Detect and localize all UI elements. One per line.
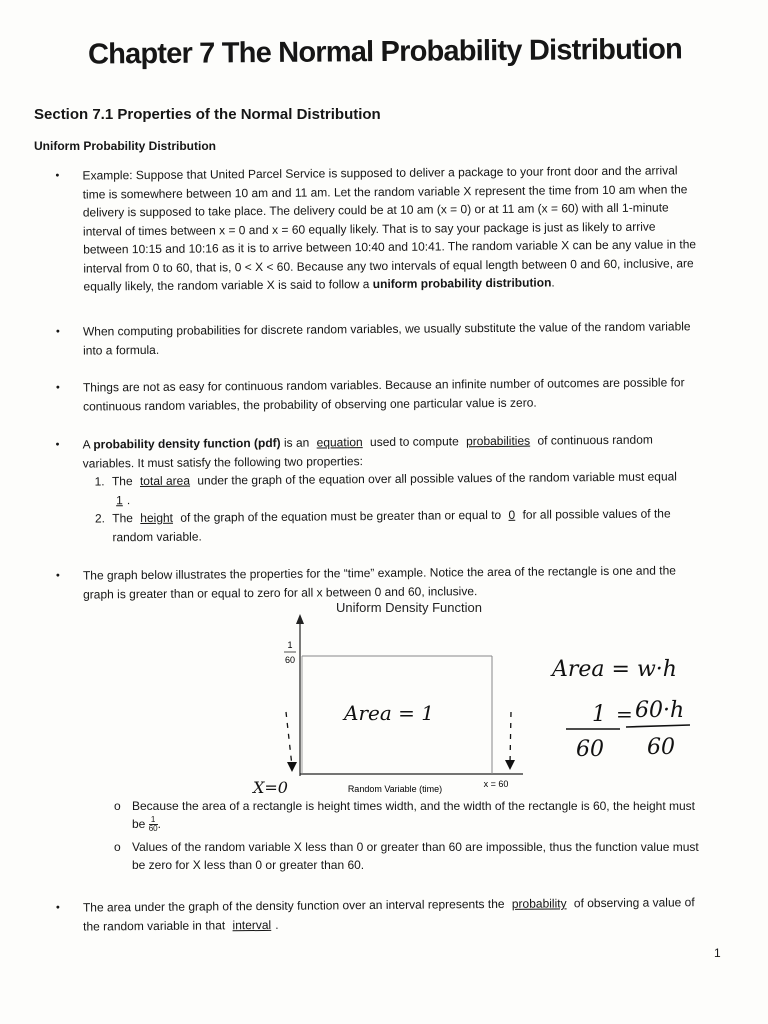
pdf-property-2	[108, 504, 696, 546]
handwritten-equals: =	[616, 702, 633, 726]
impossible-values-text: Values of the random variable X less than 0 or greater than 60 are impossible, thus the function value must be zero for X less than 0 or greater than 60.	[132, 840, 699, 873]
pdf-text-3: used to compute	[366, 434, 463, 450]
chart-title: Uniform Density Function	[336, 600, 482, 615]
prop1-text-b: under the graph of the equation over all possible values of the random variable must equal	[193, 469, 678, 488]
handwritten-area-formula: Area = w·h	[552, 657, 677, 682]
prop1-blank-one: 1	[116, 492, 123, 507]
example-text: Example: Suppose that United Parcel Service is supposed to deliver a package to your front door and the arrival time is somewhere between 10 am and 11 am. Let the random variable X represent the time from 10 am when the delivery is supposed to take place. The delivery could be at 10 am (x = 0) or at 11 am (x = 60) with all 1-minute interval of times between x = 0 and x = 60 equally likely. That is to say your package is just as likely to arrive between 10:15 and 10:16 as it is to arrive between 10:40 and 10:41. The random variable X can be any value in the interval from 0 to 60, that is, 0 < X < 60. Because any two intervals of equal length between 0 and 60, inclusive, are equally likely, the random variable X is said to follow a	[82, 163, 697, 294]
prop1-text-a: The	[111, 474, 137, 489]
sub-bullet-impossible-values	[108, 838, 708, 874]
pdf-properties-list	[83, 467, 697, 546]
handwritten-fraction-bar-right	[626, 725, 690, 727]
continuous-text: Things are not as easy for continuous random variables. Because an infinite number of outcomes are possible for continuous random variables, the probability of observing one particular value is zero.	[82, 375, 685, 414]
area-text-c: .	[275, 917, 279, 932]
sub-bullet-marker: o	[114, 840, 121, 855]
dashed-arrow-right-head	[505, 760, 515, 770]
bullet-dot: •	[55, 381, 60, 394]
pdf-blank-equation: equation	[316, 435, 363, 450]
pdf-text-1: A	[82, 437, 94, 452]
pdf-text-4: of continuous random variables. It must satisfy the following two properties:	[82, 432, 653, 471]
handwritten-x-zero: X=0	[253, 778, 288, 796]
page-number: 1	[714, 946, 721, 960]
sub-bullet-list	[108, 797, 708, 879]
pdf-bold-term: probability density function (pdf)	[93, 435, 281, 452]
prop2-blank-height: height	[140, 510, 174, 526]
bullet-pdf	[56, 430, 697, 547]
discrete-text: When computing probabilities for discrete random variables, we usually substitute the value of the random variable into a formula.	[82, 319, 691, 358]
dashed-arrow-left-head	[287, 762, 297, 772]
sub-bullet-height	[108, 797, 708, 833]
height-fraction	[149, 816, 158, 833]
area-text-a: The area under the graph of the density function over an interval represents the	[82, 896, 508, 915]
prop2-text-c: for all possible values of the random variable.	[112, 506, 671, 544]
bullet-dot: •	[55, 901, 60, 914]
bullet-dot: •	[55, 569, 60, 582]
x-axis-label: Random Variable (time)	[347, 784, 443, 794]
dashed-arrow-right	[510, 712, 511, 764]
graph-intro-text: The graph below illustrates the properties for the “time” example. Notice the area of the rectangle is one and the graph is greater than or equal to zero for all x between 0 and 60, inclusive.	[82, 563, 676, 602]
pdf-blank-probabilities: probabilities	[465, 433, 531, 449]
area-text-b: of observing a value of the random variable in that	[83, 895, 695, 934]
sub-bullet-marker: o	[114, 799, 121, 813]
dashed-arrow-left	[286, 712, 292, 766]
example-bold-term: uniform probability distribution	[372, 275, 552, 292]
prop1-text-c: .	[126, 492, 131, 507]
handwritten-denominator-right: 60	[647, 735, 675, 760]
height-fraction-numerator: 1	[149, 816, 158, 825]
y-tick-label-numerator: 1	[287, 640, 293, 650]
prop2-text-a: The	[112, 511, 137, 526]
chapter-title: Chapter 7 The Normal Probability Distribution	[87, 33, 683, 71]
uniform-density-chart	[0, 596, 768, 796]
bullet-dot: •	[55, 325, 60, 338]
bullet-example	[55, 161, 696, 296]
height-text-end: .	[157, 817, 161, 831]
y-tick-label-denominator: 60	[284, 655, 296, 665]
prop2-blank-zero: 0	[508, 507, 516, 522]
height-text: Because the area of a rectangle is height times width, and the width of the rectangle is 60, the height must be	[132, 799, 696, 831]
prop1-blank-total-area: total area	[139, 473, 191, 489]
bullet-dot: •	[55, 438, 60, 451]
bullet-continuous	[56, 373, 696, 416]
height-fraction-denominator: 60	[148, 824, 158, 834]
handwritten-denominator-left: 60	[576, 737, 604, 762]
prop2-text-b: of the graph of the equation must be greater than or equal to	[176, 507, 505, 525]
example-end: .	[551, 275, 555, 290]
pdf-text-2: is an	[280, 435, 313, 450]
handwritten-sixty-h: 60·h	[635, 698, 685, 723]
bullet-discrete	[56, 317, 696, 360]
y-axis-arrow	[296, 614, 304, 624]
bullet-area-probability	[56, 893, 696, 936]
bullet-dot: •	[55, 169, 60, 182]
area-blank-probability: probability	[511, 896, 567, 911]
area-blank-interval: interval	[232, 917, 272, 932]
handwritten-one: 1	[592, 702, 606, 727]
pdf-property-1	[108, 467, 696, 509]
subsection-heading: Uniform Probability Distribution	[34, 139, 216, 153]
handwritten-area-equals-one: Area = 1	[344, 701, 434, 725]
x-tick-label-end: x = 60	[483, 779, 509, 789]
section-heading: Section 7.1 Properties of the Normal Distribution	[34, 106, 381, 123]
